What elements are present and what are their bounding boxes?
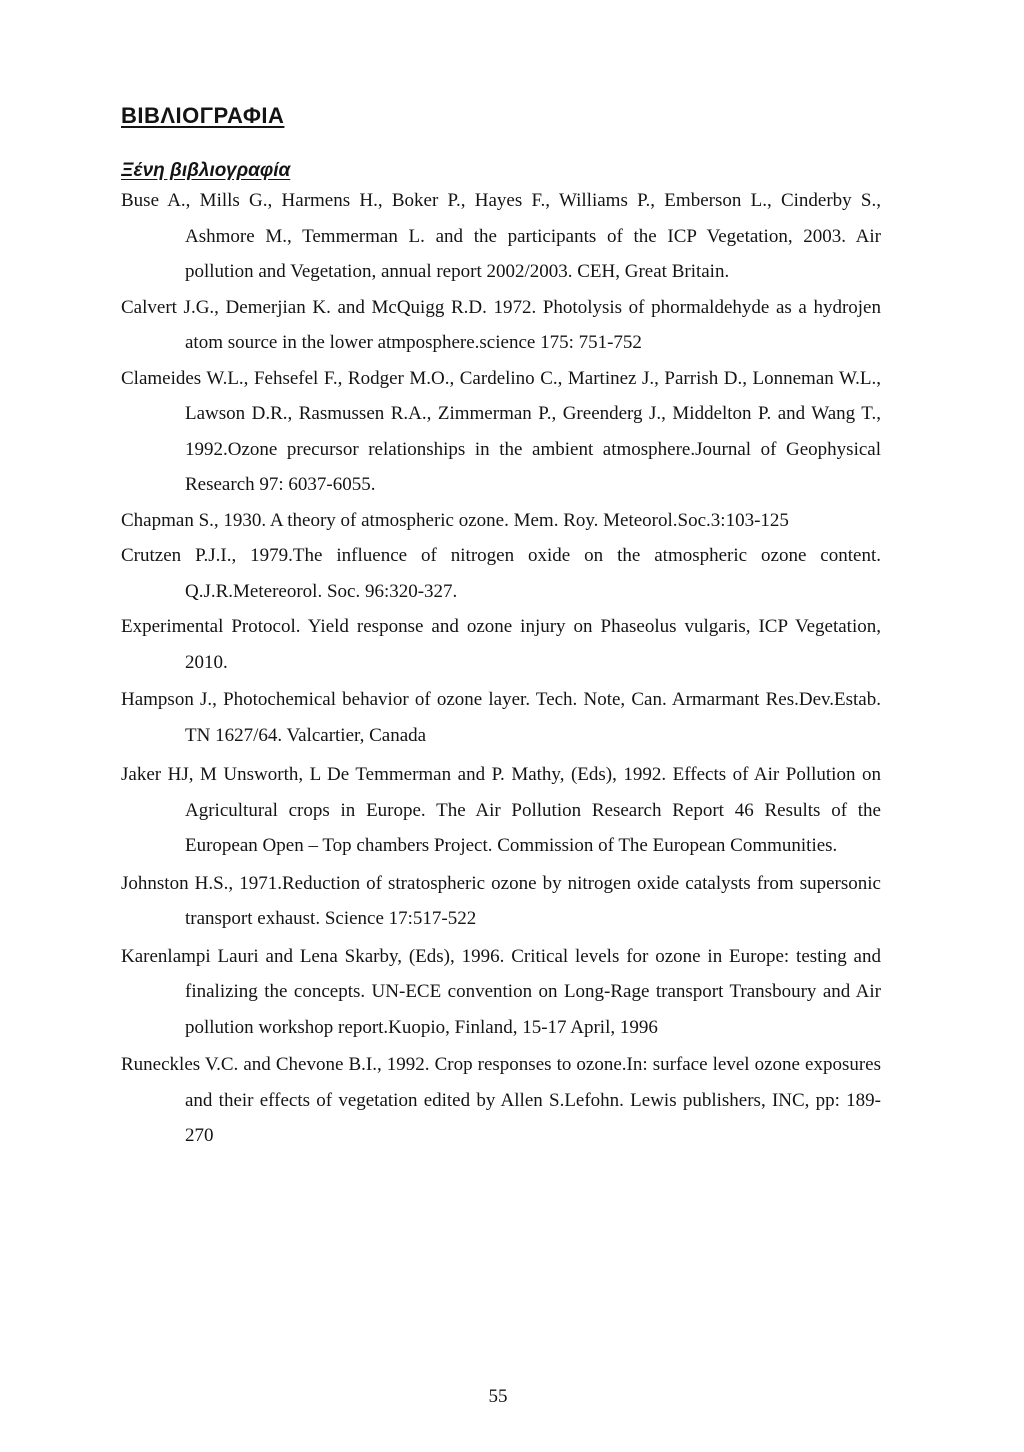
reference-entry: Clameides W.L., Fehsefel F., Rodger M.O., Cardelino C., Martinez J., Parrish D., Lonneman W.L., Lawson D.R., Rasmussen R.A., Zimmerman P., Greenderg J., Middelton P. and Wang T., 1992.Ozone precursor relationships in the ambient atmosphere.Journal of Geophysical Research 97: 6037-6055. (121, 367, 881, 495)
reference-entry: Experimental Protocol. Yield response and ozone injury on Phaseolus vulgaris, ICP Vegetation, 2010. (121, 616, 881, 673)
reference-entry: Crutzen P.J.I., 1979.The influence of nitrogen oxide on the atmospheric ozone content. Q.J.R.Metereorol. Soc. 96:320-327. (121, 545, 881, 602)
foreign-bibliography-subheading: Ξένη βιβλιογραφία (121, 160, 291, 181)
reference-entry: Hampson J., Photochemical behavior of ozone layer. Tech. Note, Can. Armarmant Res.Dev.Estab. TN 1627/64. Valcartier, Canada (121, 689, 881, 746)
reference-entry: Buse A., Mills G., Harmens H., Boker P., Hayes F., Williams P., Emberson L., Cinderby S., Ashmore M., Temmerman L. and the participants of the ICP Vegetation, 2003. Air pollution and Vegetation, annual report 2002/2003. CEH, Great Britain. (121, 190, 881, 282)
reference-entry: Runeckles V.C. and Chevone B.I., 1992. Crop responses to ozone.In: surface level ozone exposures and their effects of vegetation edited by Allen S.Lefohn. Lewis publishers, INC, pp: 189-270 (121, 1054, 881, 1146)
page-number: 55 (488, 1386, 508, 1407)
reference-entry: Karenlampi Lauri and Lena Skarby, (Eds), 1996. Critical levels for ozone in Europe: testing and finalizing the concepts. UN-ECE convention on Long-Rage transport Transboury and Air pollution workshop report.Kuopio, Finland, 15-17 April, 1996 (121, 945, 881, 1038)
reference-entry: Johnston H.S., 1971.Reduction of stratospheric ozone by nitrogen oxide catalysts from supersonic transport exhaust. Science 17:517-522 (121, 872, 881, 929)
reference-entry: Jaker HJ, M Unsworth, L De Temmerman and P. Mathy, (Eds), 1992. Effects of Air Pollution on Agricultural crops in Europe. The Air Pollution Research Report 46 Results of the European Open – Top chambers Project. Commission of The European Communities. (121, 764, 881, 856)
reference-list (121, 183, 881, 1154)
reference-entry: Chapman S., 1930. A theory of atmospheric ozone. Mem. Roy. Meteorol.Soc.3:103-125 (121, 509, 789, 531)
reference-entry: Calvert J.G., Demerjian K. and McQuigg R.D. 1972. Photolysis of phormaldehyde as a hydrojen atom source in the lower atmposphere.science 175: 751-752 (121, 296, 881, 353)
bibliography-heading: ΒΙΒΛΙΟΓΡΑΦΙΑ (121, 103, 285, 128)
